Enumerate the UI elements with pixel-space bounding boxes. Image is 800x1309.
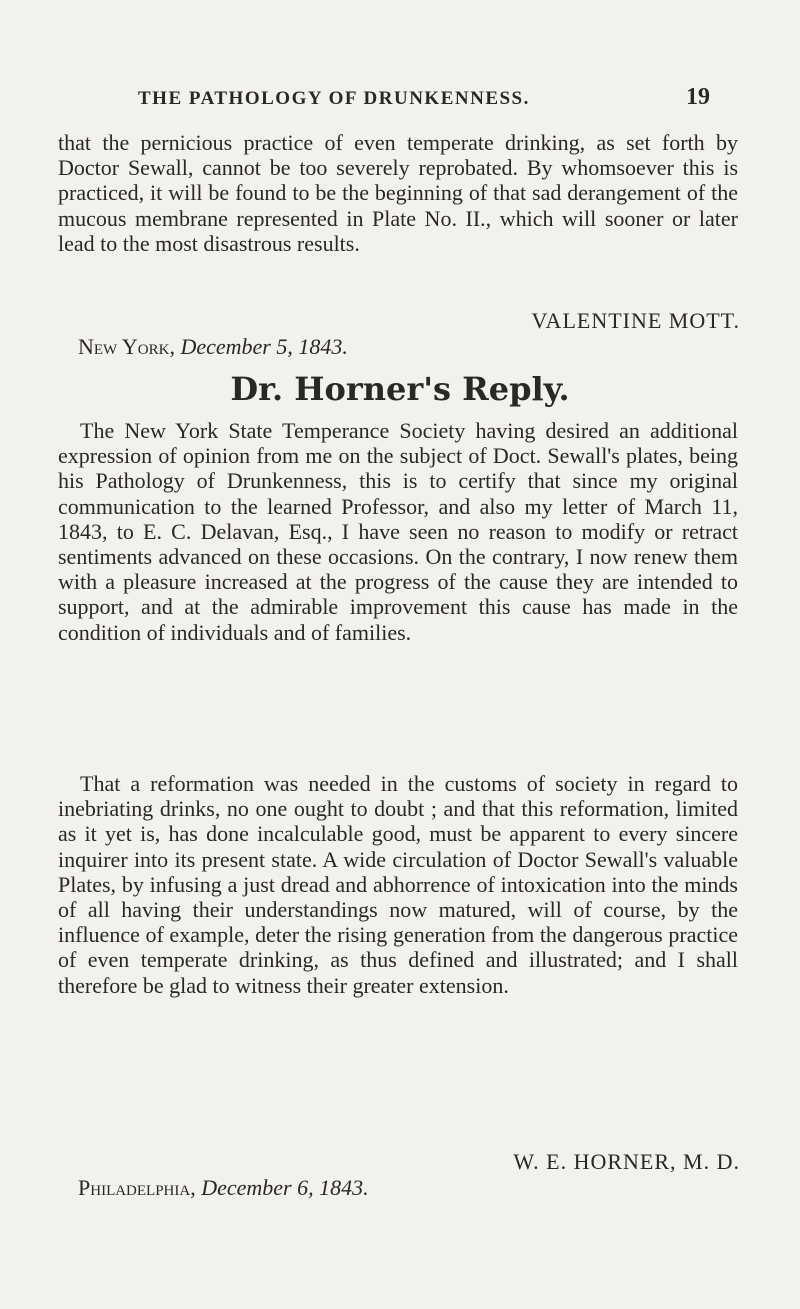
- dateline-place: Philadelphia,: [78, 1175, 196, 1200]
- dateline-mott: [78, 334, 348, 360]
- letter-mott-body: that the pernicious practice of even temperate drinking, as set forth by Doctor Sewall, cannot be too severely reprobated. By whomsoever this is practiced, it will be found to be the beginning of that sad derangement of the mucous membrane represented in Plate No. II., which will sooner or later lead to the most disastrous results.: [58, 130, 738, 256]
- signature-horner: W. E. HORNER, M. D.: [513, 1149, 740, 1174]
- dateline-place: New York,: [78, 334, 175, 359]
- letter-horner-paragraph-1: The New York State Temperance Society having desired an additional expression of opinion from me on the subject of Doct. Sewall's plates, being his Pathology of Drunkenness, this is to certify that since my original communication to the learned Professor, and also my letter of March 11, 1843, to E. C. Delavan, Esq., I have seen no reason to modify or retract sentiments advanced on these occasions. On the contrary, I now renew them with a pleasure increased at the progress of the cause they are intended to support, and at the admirable improvement this cause has made in the condition of individuals and of families.: [58, 418, 738, 645]
- page-number: 19: [686, 84, 710, 110]
- signature-mott: VALENTINE MOTT.: [531, 308, 740, 333]
- dateline-date: December 6, 1843.: [201, 1175, 369, 1200]
- dateline-date: December 5, 1843.: [180, 334, 348, 359]
- running-head: THE PATHOLOGY OF DRUNKENNESS.: [138, 88, 530, 109]
- dateline-horner: [78, 1175, 369, 1201]
- section-title: Dr. Horner's Reply.: [230, 370, 570, 408]
- letter-horner-paragraph-2: That a reformation was needed in the customs of society in regard to inebriating drinks, no one ought to doubt ; and that this reformation, limited as it yet is, has done incalculable good, must be apparent to every sincere inquirer into its present state. A wide circulation of Doctor Sewall's valuable Plates, by infusing a just dread and abhorrence of intoxication into the minds of all having their understandings now matured, will of course, by the influence of example, deter the rising generation from the dangerous practice of even temperate drinking, as thus defined and illustrated; and I shall therefore be glad to witness their greater extension.: [58, 771, 738, 998]
